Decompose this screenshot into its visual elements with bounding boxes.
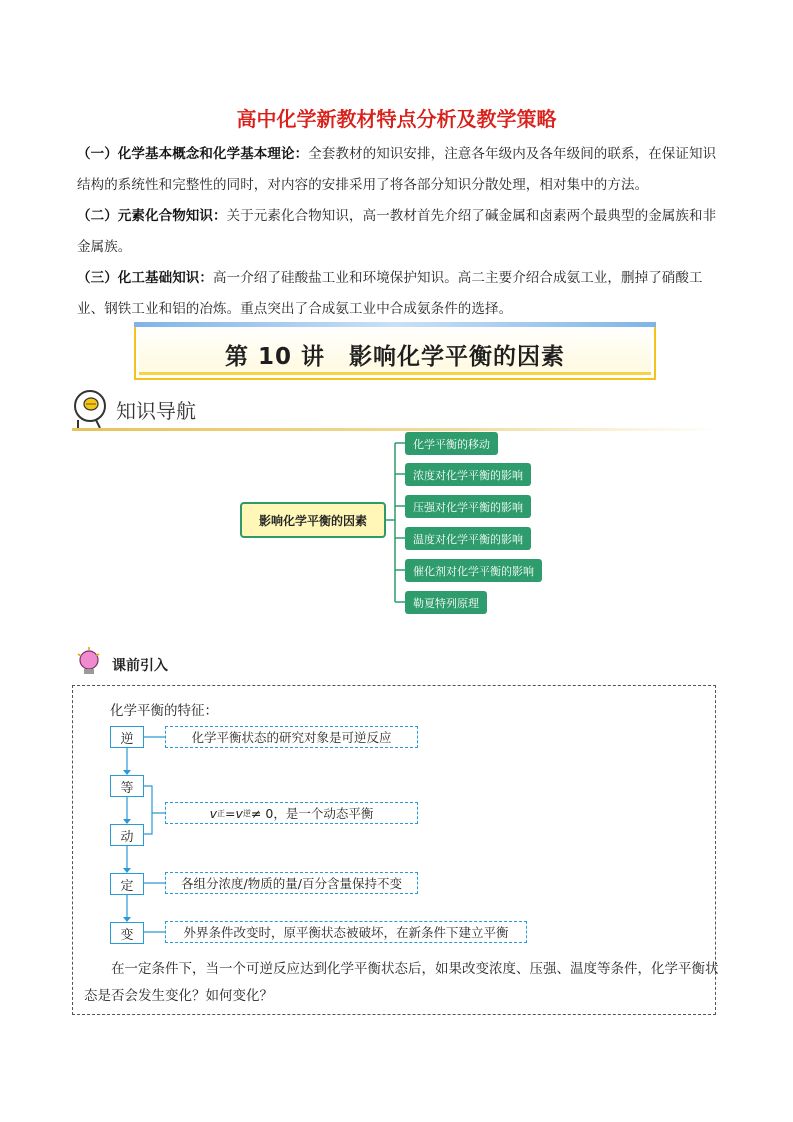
mindmap-branch-4: 温度对化学平衡的影响 <box>405 527 531 550</box>
document-title: 高中化学新教材特点分析及教学策略 <box>236 107 557 131</box>
dynamic-equilibrium-text: ≠ 0，是一个动态平衡 <box>250 806 374 821</box>
rate-symbol-backward: v <box>235 805 243 821</box>
mindmap-branch-5: 催化剂对化学平衡的影响 <box>405 559 542 582</box>
features-label: 化学平衡的特征： <box>110 703 218 719</box>
intro-title: 课前引入 <box>112 658 168 674</box>
mindmap-branch-6: 勒夏特列原理 <box>405 591 487 614</box>
mindmap-branch-3: 压强对化学平衡的影响 <box>405 495 531 518</box>
feature-key-equal: 等 <box>110 775 144 797</box>
lecture-title: 第 10 讲 影响化学平衡的因素 <box>224 344 566 370</box>
mindmap-branch-1: 化学平衡的移动 <box>405 432 498 455</box>
feature-desc-dynamic-equilibrium <box>165 802 418 824</box>
feature-key-dynamic: 动 <box>110 824 144 846</box>
feature-desc-change: 外界条件改变时，原平衡状态被破坏，在新条件下建立平衡 <box>165 921 527 943</box>
rate-symbol-forward: v <box>209 805 218 821</box>
mindmap-center-node: 影响化学平衡的因素 <box>240 502 386 538</box>
feature-desc-reversible: 化学平衡状态的研究对象是可逆反应 <box>165 726 418 748</box>
equals-sign: = <box>225 805 236 821</box>
lightbulb-brain-icon <box>78 647 99 674</box>
paragraph-1-body: 全套教材的知识安排，注意各年级内及各年级间的联系，在保证知识结构的系统性和完整性的同时，对内容的安排采用了将各部分知识分散处理，相对集中的方法。 <box>77 146 717 193</box>
closing-paragraph: 在一定条件下，当一个可逆反应达到化学平衡状态后，如果改变浓度、压强、温度等条件，化学平衡状态是否会发生变化？如何变化？ <box>84 961 719 1004</box>
feature-key-change: 变 <box>110 922 144 944</box>
forward-subscript: 正 <box>217 808 226 818</box>
mindmap-connectors <box>386 443 405 602</box>
feature-key-reversible: 逆 <box>110 726 144 748</box>
paragraph-2-body: 关于元素化合物知识，高一教材首先介绍了碱金属和卤素两个最典型的金属族和非金属族。 <box>77 208 717 255</box>
paragraph-3-body: 高一介绍了硅酸盐工业和环境保护知识。高二主要介绍合成氨工业，删掉了硝酸工业、钢铁工业和铝的冶炼。重点突出了合成氨工业中合成氨条件的选择。 <box>77 270 703 317</box>
thinking-head-icon <box>75 391 105 428</box>
knowledge-nav-title: 知识导航 <box>116 399 196 423</box>
feature-key-fixed: 定 <box>110 873 144 895</box>
feature-desc-fixed: 各组分浓度/物质的量/百分含量保持不变 <box>165 872 418 894</box>
knowledge-nav-underline <box>72 428 722 431</box>
mindmap-branch-2: 浓度对化学平衡的影响 <box>405 463 531 486</box>
paragraph-1-head: （一）化学基本概念和化学基本理论： <box>77 146 309 162</box>
paragraph-2-head: （二）元素化合物知识： <box>77 208 227 224</box>
paragraph-3-head: （三）化工基础知识： <box>77 270 213 286</box>
backward-subscript: 逆 <box>242 808 251 818</box>
